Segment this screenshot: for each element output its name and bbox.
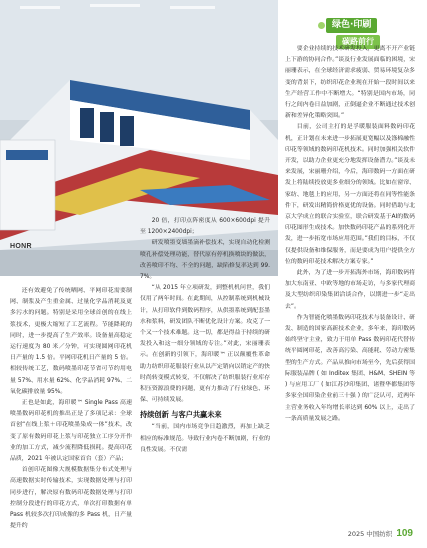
- paragraph: 研发喷墨变墙墨滴补偿技术，实现自动化检测喷孔补偿处理功能，替代原有停机换喷块的做法，改善喷印不均、不全的问题，缺陷修复率达到 99.7%。: [140, 240, 270, 281]
- paragraph: 目前，公司主打的是孚暖服装面料数码印花机，正计划在未来进一步拓展更宽幅以及涤棉融性印花等领域的数码印花机技术。同时加强相关软件开发，以助力企业更充分地发挥设备潜力。”谈及未来发展，宋丽珊介绍，今后，海印数码一方面在研发上将陆续投放更多业细分的领域。比如在窗帘、家纺、地毯上的应用，另一方面还将在同等性能条件下，研发出精简价格更优的设备。同时借助与北京大学成立的联合实验室，联合研发基于AI的数码印花图形生成技术。加快数码印花产品的系列化开发，进一步拓宽市场应用范围。”我们的目标，不仅仅提供设备和维保服务，而是要成为用户提供全方位的数码印花技术解决方案专家。”: [285, 124, 415, 265]
- paragraph: 正也是如此，海印暖™ Single Pass 高速喷墨数码印花机的推出正是了多项记录：全球首创“在线上浆＋印花喷墨染成一体”技术，改变了原有数码印花上浆与印花独立工序分开作业的加工方式，减少流程降低损耗。提高印花品质，2021 年被认定国家首台（套）产品；: [10, 400, 132, 463]
- leaf-icon: [318, 22, 325, 29]
- section-subtitle: 碳路前行: [336, 35, 380, 49]
- paragraph: “当前，国内市场竞争日趋激烈，再加上缺乏相应的标准规范。导致行业内卷不断加剧，行业的良性发展。不仅需: [140, 424, 270, 453]
- paragraph: 要企业持续的技术研发投入，更离不开产业链上下游的协同合作。”谈及行业发展面临的困境，宋丽珊表示，在全球经济需求疲弱、贸易环境复杂多变的背景下，纺织印花企业现在开始一段时间以来生产经营工作中不断增大。“特别是国内市场，同行之间内卷日益加剧，正倒逼企业不断通过技术创新和差异化策略突围。”: [285, 46, 415, 120]
- paragraph: 此外，为了进一步开拓海外市场，海印数码将加大东南亚、中欧等地的市场走访，与多家代理商及大型纺织印染集团洽谈合作，以期进一步“走出去”。: [285, 270, 415, 310]
- paragraph: “从 2015 年立项研发，到整机机问世，我们仅用了两年时间。在此期间，从控制系统到机械设计，从打印软件到数码程序，从供墨系统到配套墨水和浆料，研发团队不断优化设计方案。攻克了一个又一个技术难题。这一切，都是得益于持续的研发投入和这一细分领域的专注。”对此，宋丽珊表示。在创新的引领下，海印暖™ 正以颠覆性革命助力纺织印花服装行业从以产定销向以销定产的快时尚转变模式转变，不仅解决了纺织服装行业库存积压资源浪费的问题，更有力推动了行业绿色、环保、可持续发展。: [140, 285, 270, 404]
- magazine-name: 2025 中国纺织: [347, 530, 393, 538]
- section-title: 绿色·印刷: [326, 18, 377, 33]
- page-footer: [348, 528, 413, 542]
- photo-brand-mark: HONR: [10, 243, 32, 250]
- text-column-2: [140, 216, 270, 524]
- paragraph: 20 倍，打印点阵密度从 600×600dpi 提升至 1200×2400dpi；: [140, 218, 270, 236]
- text-column-1: [10, 286, 132, 530]
- paragraph: 还有效避免了传统晒网、平网印花需要制网、制浆及产生重金属、过量化学品消耗及更多污水的问题。特别是采用全球首创的在线上浆技术，更极大缩短了工艺流程。节能降耗的同时，进一步提高了生产效率。设备量高稳定运行速度为 80 米／分钟，可实现圆网印花机日产量的 1.5 倍。平网印花机日产量的 5 倍。相较传统工艺，数码喷墨印花节省可节约用电量 57%、用水量 62%、化学品消耗 97%、二氧化碳排放量 95%。: [10, 288, 132, 395]
- text-column-3: [285, 44, 415, 524]
- page-number: 109: [396, 528, 413, 539]
- subheading: 持续创新 与客户共赢未来: [140, 410, 222, 420]
- paragraph: 作为智能化喷墨数码印花技术与装备设计、研发、制造的国家高新技术企业，多年来，海印数码始终坚守主业，致力于用单 Pass 数码印花代替传统平圆网印花，改善高污染、高能耗、劳动力密集型的生产方式。产品从推向市场至今，先后获得国际服装品牌 ( 如 Inditex 集团、H&M、SHEIN 等 ) 与应用工厂 ( 如江苏沙印集团、诸暨华都集团等多家全国印染企业前三十强 ) 的广泛认可，近两年主营业务收入年均增长率达到 60% 以上，走出了一条高质量发展之路。: [285, 314, 415, 422]
- paragraph: 首创印花图像大规模数据集分布式处理与高速数据实时传输技术，实现数据处理与打印同步进行，解决原有数码印花数据处理与打印控制分段进行的印花方式，单次打印数据有单 Pass 机较多次打印成像的多 Pass 机，日产量提升约: [10, 467, 132, 530]
